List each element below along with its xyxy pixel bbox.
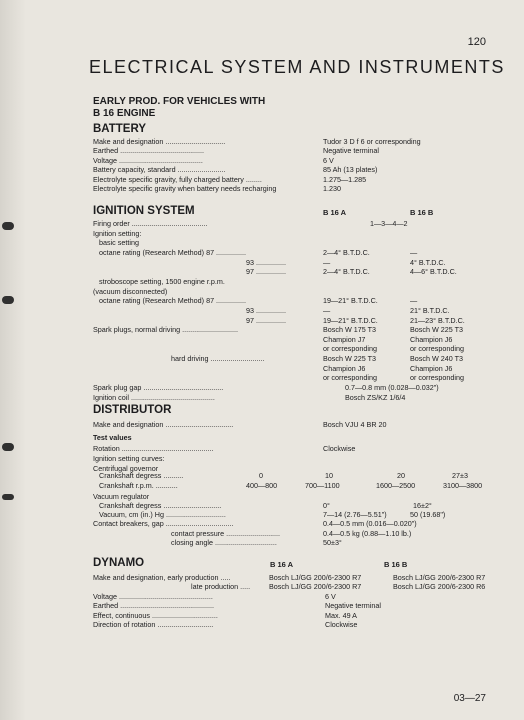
cell: 1600—2500	[376, 481, 416, 490]
ignition-row	[93, 258, 493, 268]
dist-cs-rpm-row	[93, 481, 493, 491]
row-label: Contact breakers, gap ..................................	[93, 519, 234, 528]
binder-hole	[2, 296, 14, 304]
ignition-row	[93, 364, 493, 374]
cell: 400—800	[246, 481, 278, 490]
row-label: Make and designation, early production .....	[93, 573, 231, 582]
row-label: Make and designation ..................................	[93, 420, 234, 429]
row-label: Centrifugal governor	[93, 464, 159, 473]
row-label: Battery capacity, standard ........................	[93, 165, 226, 175]
ignition-row	[93, 335, 493, 345]
cell: 0°	[323, 501, 330, 510]
dist-curves-row	[93, 454, 493, 464]
row-label: octane rating (Research Method) 87 ...............	[99, 296, 247, 306]
dynamo-row	[93, 620, 493, 630]
row-label: Crankshaft degress ..........	[99, 471, 184, 480]
ignition-row	[93, 373, 493, 383]
row-label: Voltage ..........................................	[93, 155, 203, 165]
row-value: Negative terminal	[323, 146, 379, 156]
cell: Bosch LJ/GG 200/6-2300 R7	[269, 582, 362, 591]
value-b16a: 2—4° B.T.D.C.	[323, 247, 370, 257]
row-label: octane rating (Research Method) 87 ...............	[99, 247, 247, 257]
row-label: Vacuum, cm (in.) Hg ..............................	[99, 510, 226, 519]
value-b16b: or corresponding	[410, 373, 464, 383]
cell: 700—1100	[305, 481, 340, 490]
row-label: contact pressure ...........................	[171, 529, 281, 538]
cell: 7—14 (2.76—5.51")	[323, 510, 387, 519]
dynamo-late-row	[93, 582, 493, 592]
row-value: 1.275—1.285	[323, 174, 367, 184]
row-label: Earthed ...............................................	[93, 601, 215, 611]
row-value: 1.230	[323, 184, 341, 193]
ignition-row	[93, 248, 493, 258]
ignition-row	[93, 267, 493, 277]
binder-margin	[0, 0, 26, 720]
binder-hole	[2, 443, 14, 451]
dist-ca-row	[93, 538, 493, 548]
row-label: stroboscope setting, 1500 engine r.p.m.	[99, 276, 225, 286]
row-label: Ignition coil ..........................................	[93, 392, 215, 402]
dynamo-col-b16a: B 16 A	[270, 560, 294, 569]
row-label: Ignition setting curves:	[93, 454, 165, 463]
heading-line-1: EARLY PROD. FOR VEHICLES WITH	[93, 96, 266, 107]
row-label: Voltage ...............................................	[93, 592, 213, 601]
row-value: 0.4—0.5 kg (0.88—1.10 lb.)	[323, 529, 412, 538]
dist-cb-gap-row	[93, 519, 493, 529]
row-label: closing angle ...............................	[171, 538, 277, 547]
row-label: Direction of rotation ............................	[93, 619, 214, 629]
value-b16b: Bosch W 225 T3	[410, 325, 464, 335]
row-label: Firing order ......................................	[93, 219, 208, 228]
row-label: Crankshaft r.p.m. ...........	[99, 481, 178, 490]
cell: Bosch LJ/GG 200/6-2300 R6	[393, 582, 486, 591]
cell: 20	[397, 471, 405, 480]
row-value: 6 V	[325, 592, 336, 601]
value-b16a: —	[323, 305, 331, 315]
value-b16b: 21° B.T.D.C.	[410, 305, 450, 315]
ignition-row	[93, 277, 493, 287]
value-b16b: Bosch W 240 T3	[410, 354, 464, 364]
battery-row	[93, 184, 493, 194]
cell: Bosch LJ/GG 200/6-2300 R7	[393, 573, 486, 582]
row-value: Clockwise	[323, 444, 356, 453]
row-label: Electrolyte specific gravity when battery needs recharging	[93, 184, 277, 193]
ignition-row	[93, 325, 493, 335]
ignition-row	[93, 219, 493, 229]
value-b16a: or corresponding	[323, 373, 377, 383]
value-b16b: 4° B.T.D.C.	[410, 257, 446, 267]
binder-hole	[2, 222, 14, 230]
row-value: Bosch VJU 4 BR 20	[323, 420, 387, 429]
ignition-row	[93, 344, 493, 354]
cell: 27±3	[452, 471, 468, 480]
row-label: Effect, continuous .................................	[93, 610, 218, 620]
row-label: hard driving ...........................	[171, 354, 265, 364]
row-value: 0.4—0.5 mm (0.016—0.020")	[323, 519, 417, 528]
row-value: 6 V	[323, 155, 334, 165]
row-label: (vacuum disconnected)	[93, 286, 168, 296]
ignition-row	[93, 296, 493, 306]
value-b16a: Champion J6	[323, 363, 366, 373]
value-common: Bosch ZS/KZ 1/6/4	[345, 392, 406, 402]
value-b16a: or corresponding	[323, 344, 377, 354]
ignition-section-title: IGNITION SYSTEM	[93, 205, 195, 217]
value-b16a: Bosch W 175 T3	[323, 325, 377, 335]
value-b16b: —	[410, 247, 418, 257]
dist-rotation-row	[93, 444, 493, 454]
dist-cs-deg-row	[93, 471, 493, 481]
dist-test-values	[93, 433, 493, 443]
value-b16b: 21—23° B.T.D.C.	[410, 315, 465, 325]
row-label: basic setting	[99, 238, 139, 248]
value-b16b: Champion J6	[410, 334, 453, 344]
distributor-section-title: DISTRIBUTOR	[93, 404, 172, 416]
value-b16a: 2—4° B.T.D.C.	[323, 267, 370, 277]
row-label: 93 ...............	[246, 305, 286, 315]
row-label: Spark plugs, normal driving ............................	[93, 325, 238, 335]
cell: 10	[325, 471, 333, 480]
value-b16a: —	[323, 257, 331, 267]
ignition-row	[93, 287, 493, 297]
cell: 0	[259, 471, 263, 480]
row-label: 97 ...............	[246, 267, 286, 277]
row-value: 50±3°	[323, 538, 342, 547]
row-label: Crankshaft degress .............................	[99, 501, 222, 510]
dynamo-col-b16b: B 16 B	[384, 560, 408, 569]
ignition-row	[93, 383, 493, 393]
cell: 16±2°	[413, 501, 432, 510]
ignition-row	[93, 316, 493, 326]
row-label: 93 ...............	[246, 257, 286, 267]
row-label: Electrolyte specific gravity, fully charged battery ........	[93, 174, 262, 184]
value-b16a: Bosch W 225 T3	[323, 354, 377, 364]
cell: Bosch LJ/GG 200/6-2300 R7	[269, 573, 362, 582]
row-label: Spark plug gap ........................................	[93, 383, 224, 393]
page-number: 120	[467, 36, 486, 48]
ignition-row	[93, 229, 493, 239]
row-label: Ignition setting:	[93, 228, 142, 238]
battery-section-title: BATTERY	[93, 123, 147, 135]
value-b16b: —	[410, 296, 418, 306]
row-value: Max. 49 A	[325, 610, 357, 620]
page-title: ELECTRICAL SYSTEM AND INSTRUMENTS	[89, 57, 505, 77]
ignition-row	[93, 393, 493, 403]
row-label: late production .....	[191, 582, 251, 591]
row-label: Earthed ..........................................	[93, 146, 205, 156]
row-label: 97 ...............	[246, 315, 286, 325]
heading-line-2: B 16 ENGINE	[93, 108, 156, 119]
value-b16a: 19—21° B.T.D.C.	[323, 315, 378, 325]
dynamo-section-title: DYNAMO	[93, 557, 145, 569]
value-b16b: 4—6° B.T.D.C.	[410, 267, 457, 277]
ignition-row	[93, 238, 493, 248]
value-common: 0.7—0.8 mm (0.028—0.032")	[345, 383, 439, 393]
cell: 3100—3800	[443, 481, 483, 490]
row-label: Vacuum regulator	[93, 492, 150, 501]
ignition-col-b16b: B 16 B	[410, 208, 434, 217]
row-label: Rotation ..............................................	[93, 444, 214, 453]
row-label: Make and designation ..............................	[93, 137, 226, 146]
cell: 50 (19.68")	[410, 510, 446, 519]
value-b16b: Champion J6	[410, 363, 453, 373]
value-b16a: 19—21° B.T.D.C.	[323, 296, 378, 306]
row-value: Tudor 3 D f 6 or corresponding	[323, 137, 421, 146]
value-common: 1—3—4—2	[370, 219, 408, 228]
ignition-row	[93, 306, 493, 316]
binder-hole	[2, 494, 14, 500]
value-b16a: Champion J7	[323, 334, 366, 344]
ignition-col-b16a: B 16 A	[323, 208, 347, 217]
dist-make-row	[93, 420, 493, 430]
value-b16b: or corresponding	[410, 344, 464, 354]
ignition-row	[93, 354, 493, 364]
subheading: Test values	[93, 433, 132, 442]
section-page-code: 03—27	[453, 693, 486, 704]
row-value: Clockwise	[325, 619, 358, 629]
row-value: 85 Ah (13 plates)	[323, 165, 378, 175]
row-value: Negative terminal	[325, 601, 381, 611]
